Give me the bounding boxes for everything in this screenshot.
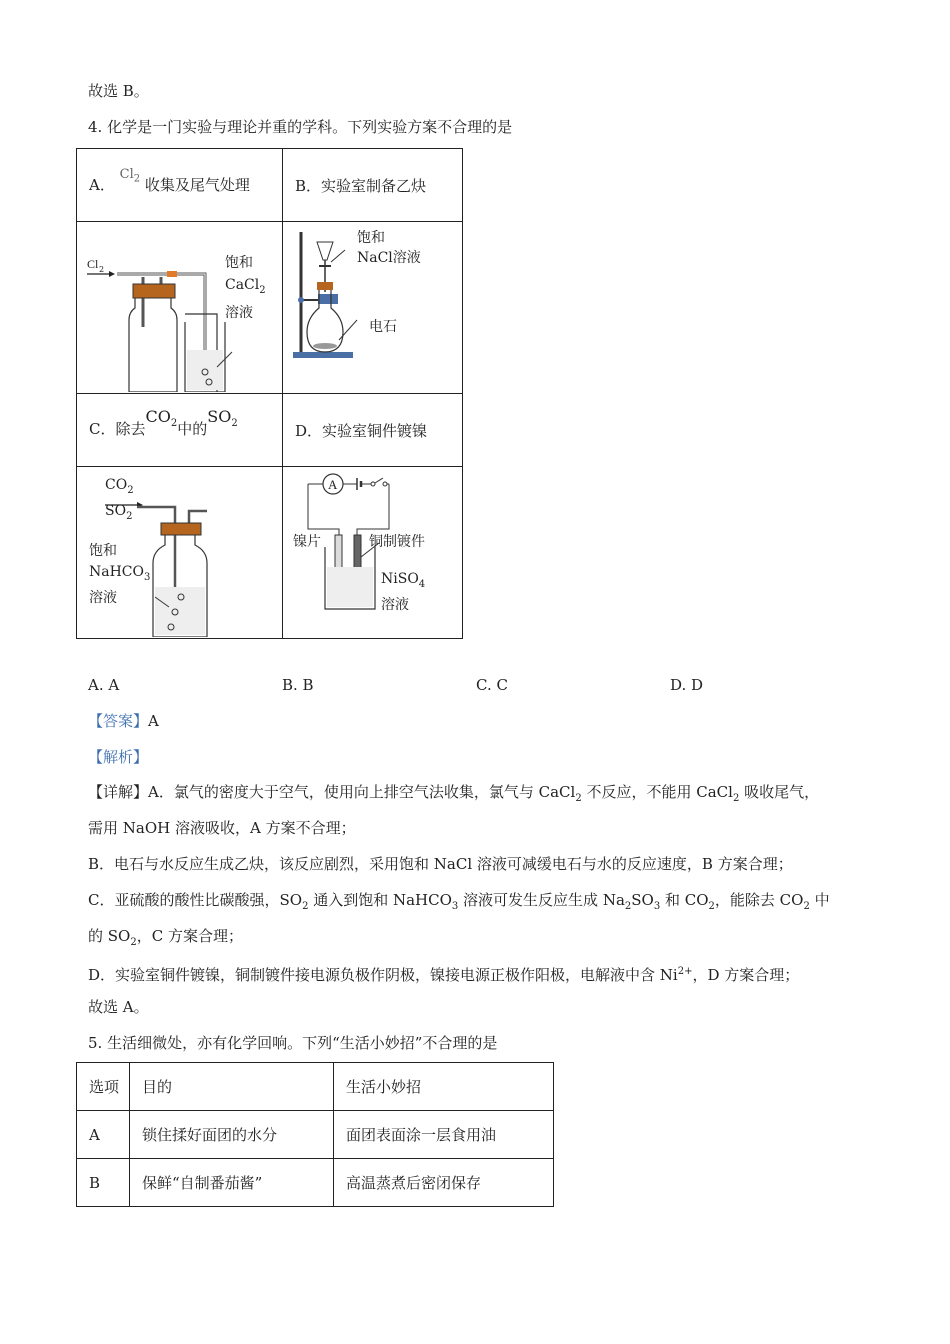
q4-table [76, 148, 463, 639]
fig-d-label-solution: 溶液 [381, 596, 409, 613]
ammeter-symbol: A [328, 477, 338, 492]
analysis-tag: 【解析】 [88, 748, 149, 766]
q4-cell-d-title: D．实验室铜件镀镍 [283, 394, 463, 467]
fig-a-label-solution: 溶液 [225, 304, 253, 321]
previous-answer-line: 故选 B。 [88, 82, 149, 100]
fig-d-label-nickel: 镍片 [293, 534, 321, 550]
table-row [77, 1159, 554, 1207]
q4-cell-b-title: B．实验室制备乙炔 [283, 149, 463, 222]
detail-line-5: 的 $SO_2$，C 方案合理； [88, 927, 243, 948]
q5-cell: 锁住揉好面团的水分 [130, 1111, 334, 1159]
figure-a [77, 222, 283, 394]
fig-a-label-salt: CaCl$_2$ [225, 277, 266, 296]
q4-option-c: C. C [476, 676, 508, 694]
q5-header-purpose: 目的 [130, 1063, 334, 1111]
q5-cell: A [77, 1111, 130, 1159]
figure-c [77, 467, 283, 639]
q5-cell: B [77, 1159, 130, 1207]
q4-stem: 4. 化学是一门实验与理论并重的学科。下列实验方案不合理的是 [88, 118, 513, 136]
fig-b-label-nacl: NaCl溶液 [357, 250, 421, 266]
figure-d [283, 467, 463, 639]
figure-b [283, 222, 463, 394]
q5-stem: 5. 生活细微处，亦有化学回响。下列“生活小妙招”不合理的是 [88, 1034, 498, 1052]
detail-line-6: D．实验室铜件镀镍，铜制镀件接电源负极作阴极，镍接电源正极作阳极，电解液中含 $Ni^{2+}$，D 方案合理； [88, 966, 800, 984]
q5-cell: 高温蒸煮后密闭保存 [334, 1159, 554, 1207]
fig-c-gas1: $CO_2$ [105, 477, 134, 496]
detail-line-7: 故选 A。 [88, 998, 149, 1016]
q4-cell-c-title: C．除去$CO_2$中的$SO_2$ [77, 394, 283, 467]
table-row [77, 1063, 554, 1111]
q5-header-option: 选项 [77, 1063, 130, 1111]
detail-line-4: C．亚硫酸的酸性比碳酸强，$SO_2$ 通入到饱和 NaHCO$_3$ 溶液可发生反应生成 $Na_2SO_3$ 和 $CO_2$，能除去 $CO_2$ 中 [88, 891, 830, 912]
fig-a-label-saturated: 饱和 [225, 255, 253, 271]
q4-option-d: D. D [670, 676, 704, 694]
fig-b-label-carbide: 电石 [369, 319, 397, 335]
q5-cell: 面团表面涂一层食用油 [334, 1111, 554, 1159]
table-row [77, 1111, 554, 1159]
fig-a-gas-label: Cl [87, 257, 99, 271]
fig-a-gas-sub: 2 [99, 265, 105, 274]
answer-line: 【答案】A [88, 712, 159, 730]
fig-c-gas2: $SO_2$ [105, 502, 133, 522]
q4-cell-a-title: A． $Cl_2$ 收集及尾气处理 [77, 149, 283, 222]
detail-line-2: 需用 NaOH 溶液吸收，A 方案不合理； [88, 819, 356, 837]
q4-option-b: B. B [282, 676, 314, 694]
q4-option-a: A. A [88, 676, 120, 694]
q5-cell: 保鲜“自制番茄酱” [130, 1159, 334, 1207]
fig-d-label-copper: 铜制镀件 [369, 534, 425, 550]
fig-c-label-saturated: 饱和 [89, 543, 117, 559]
detail-line-1: 【详解】A．氯气的密度大于空气，使用向上排空气法收集，氯气与 CaCl$_2$ 不反应，不能用 CaCl$_2$ 吸收尾气， [88, 783, 820, 804]
fig-c-label-solution: 溶液 [89, 589, 117, 606]
q5-header-tip: 生活小妙招 [334, 1063, 554, 1111]
fig-c-label-salt: NaHCO$_3$ [89, 564, 151, 583]
q5-table [76, 1062, 554, 1207]
fig-d-label-electrolyte: NiSO$_4$ [381, 571, 426, 590]
detail-line-3: B．电石与水反应生成乙炔，该反应剧烈，采用饱和 NaCl 溶液可减缓电石与水的反应速度，B 方案合理； [88, 855, 793, 873]
fig-b-label-saturated: 饱和 [357, 230, 385, 246]
